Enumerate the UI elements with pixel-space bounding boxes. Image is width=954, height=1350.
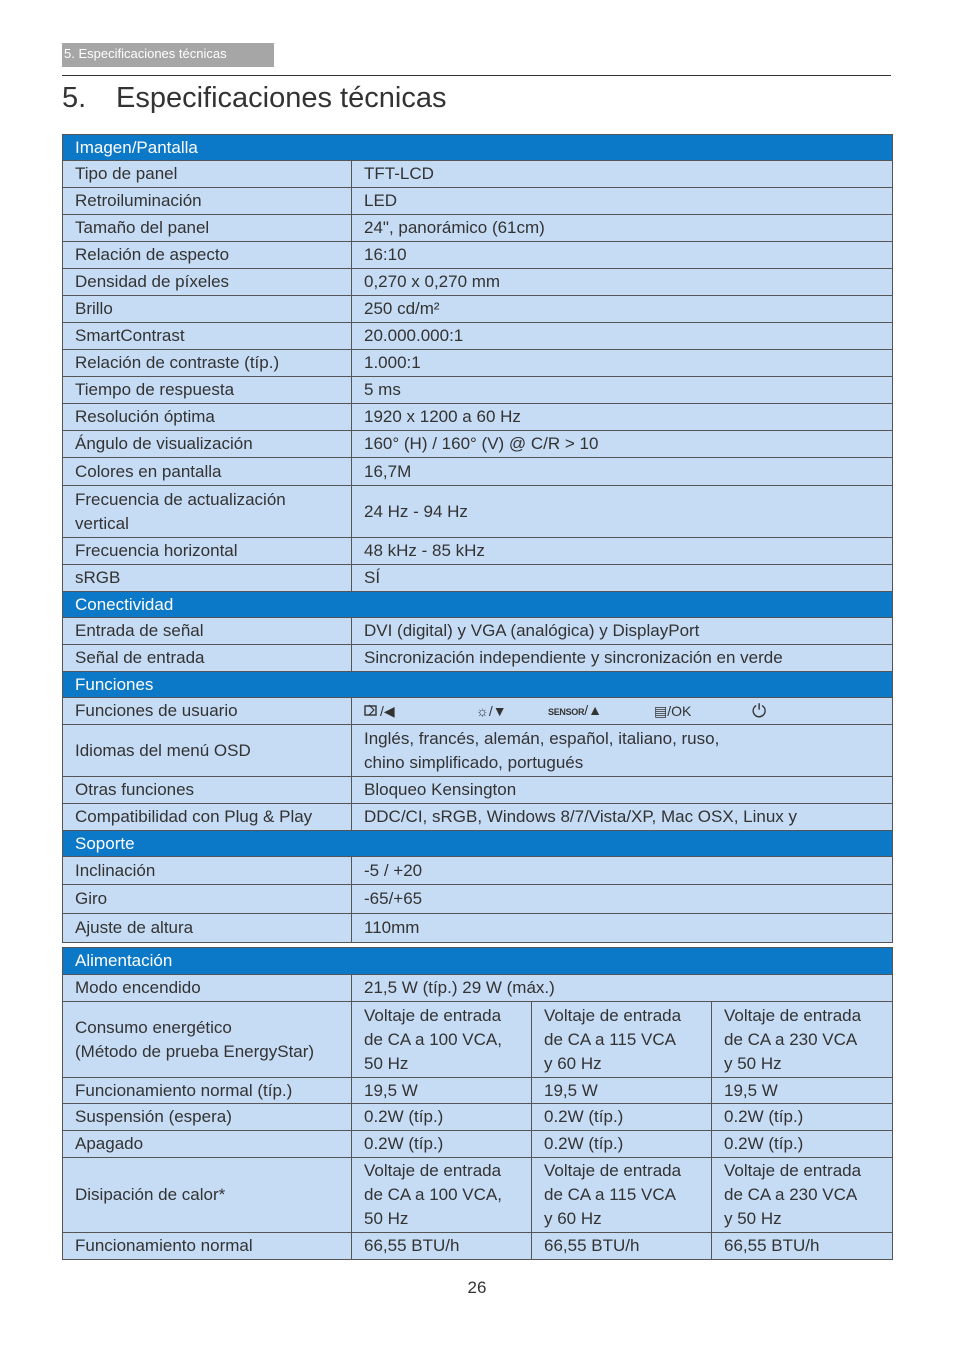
- voltage-line: 50 Hz: [364, 1209, 409, 1228]
- power-icon: ⏻: [752, 701, 767, 721]
- voltage-line: Voltaje de entrada: [544, 1161, 682, 1180]
- spec-value: 1920 x 1200 a 60 Hz: [352, 404, 893, 431]
- brightness-down-icon: ☼/▼: [476, 703, 507, 719]
- voltage-line: y 60 Hz: [544, 1053, 602, 1073]
- spec-label: Resolución óptima: [63, 404, 352, 431]
- voltage-cell: [352, 1002, 532, 1078]
- title-text: Especificaciones técnicas: [116, 82, 447, 114]
- spec-value: 0.2W (típ.): [712, 1131, 893, 1158]
- voltage-line: de CA a 115 VCA: [544, 1029, 676, 1049]
- spec-value: Sincronización independiente y sincronización en verde: [352, 645, 893, 672]
- sensor-up-glyph: /▲: [584, 702, 602, 718]
- spec-value: 48 kHz - 85 kHz: [352, 538, 893, 565]
- spec-value: 160° (H) / 160° (V) @ C/R > 10: [352, 431, 893, 458]
- spec-value: 250 cd/m²: [352, 296, 893, 323]
- spec-label: Suspensión (espera): [63, 1104, 352, 1131]
- spec-label: Tipo de panel: [63, 161, 352, 188]
- spec-label: Otras funciones: [63, 777, 352, 804]
- spec-label: Tiempo de respuesta: [63, 377, 352, 404]
- spec-value: 66,55 BTU/h: [712, 1233, 893, 1260]
- spec-value: LED: [352, 188, 893, 215]
- spec-label: Disipación de calor*: [63, 1158, 352, 1233]
- voltage-line: Voltaje de entrada: [364, 1161, 502, 1180]
- spec-value: [352, 725, 893, 777]
- spec-value: 1.000:1: [352, 350, 893, 377]
- spec-value: 19,5 W: [352, 1078, 532, 1104]
- spec-value: 0.2W (típ.): [532, 1131, 712, 1158]
- spec-value: 0.2W (típ.): [532, 1104, 712, 1131]
- spec-label: sRGB: [63, 565, 352, 592]
- voltage-line: de CA a 230 VCA: [724, 1185, 858, 1204]
- spec-value: 5 ms: [352, 377, 893, 404]
- power-table: [62, 947, 893, 1260]
- voltage-cell: [532, 1158, 712, 1233]
- spec-value: 66,55 BTU/h: [532, 1233, 712, 1260]
- user-function-icons: [364, 698, 880, 724]
- spec-label: Apagado: [63, 1131, 352, 1158]
- voltage-line: y 50 Hz: [724, 1209, 782, 1228]
- voltage-line: de CA a 100 VCA,: [364, 1185, 502, 1204]
- spec-label: Retroiluminación: [63, 188, 352, 215]
- spec-label: Frecuencia horizontal: [63, 538, 352, 565]
- spec-label: Giro: [63, 885, 352, 914]
- menu-ok-icon: ▤/OK: [654, 703, 692, 719]
- consumo-label-2: (Método de prueba EnergyStar): [75, 1041, 315, 1061]
- spec-label: Ajuste de altura: [63, 914, 352, 943]
- section-header-funciones: Funciones: [63, 672, 893, 698]
- voltage-line: y 50 Hz: [724, 1053, 782, 1073]
- spec-label: Relación de aspecto: [63, 242, 352, 269]
- spec-value: 0.2W (típ.): [352, 1104, 532, 1131]
- section-header-soporte: Soporte: [63, 831, 893, 857]
- languages-line-2: chino simplificado, portugués: [364, 752, 584, 772]
- spec-label: Colores en pantalla: [63, 458, 352, 486]
- spec-label: Relación de contraste (típ.): [63, 350, 352, 377]
- voltage-line: y 60 Hz: [544, 1209, 602, 1228]
- spec-label: [63, 1002, 352, 1078]
- spec-value: 24 Hz - 94 Hz: [352, 486, 893, 538]
- spec-value: 110mm: [352, 914, 893, 943]
- specs-table: [62, 134, 893, 943]
- voltage-line: de CA a 100 VCA,: [364, 1029, 502, 1049]
- spec-value: DVI (digital) y VGA (analógica) y DisplayPort: [352, 618, 893, 645]
- spec-value: 0.2W (típ.): [712, 1104, 893, 1131]
- spec-value: -5 / +20: [352, 857, 893, 885]
- spec-label: Compatibilidad con Plug & Play: [63, 804, 352, 831]
- spec-value: Bloqueo Kensington: [352, 777, 893, 804]
- spec-label: Funcionamiento normal: [63, 1233, 352, 1260]
- voltage-line: 50 Hz: [364, 1053, 409, 1073]
- consumo-label-1: Consumo energético: [75, 1017, 232, 1037]
- spec-label: Funciones de usuario: [63, 698, 352, 725]
- voltage-cell: [352, 1158, 532, 1233]
- page-title: [62, 78, 446, 118]
- page-number: 26: [467, 1278, 487, 1297]
- title-number: 5.: [62, 82, 87, 114]
- spec-value: 16,7M: [352, 458, 893, 486]
- sensor-up-icon: [548, 698, 654, 724]
- spec-value: 20.000.000:1: [352, 323, 893, 350]
- spec-value: SÍ: [352, 565, 893, 592]
- spec-label: SmartContrast: [63, 323, 352, 350]
- spec-value: 66,55 BTU/h: [352, 1233, 532, 1260]
- spec-value: -65/+65: [352, 885, 893, 914]
- spec-value: 19,5 W: [532, 1078, 712, 1104]
- spec-label: Tamaño del panel: [63, 215, 352, 242]
- voltage-cell: [532, 1002, 712, 1078]
- spec-label: Densidad de píxeles: [63, 269, 352, 296]
- spec-value: 19,5 W: [712, 1078, 893, 1104]
- spec-label: Frecuencia de actualización vertical: [63, 486, 352, 538]
- languages-line-1: Inglés, francés, alemán, español, italiano, ruso,: [364, 728, 720, 748]
- spec-label: Funcionamiento normal (típ.): [63, 1078, 352, 1104]
- spec-label: Entrada de señal: [63, 618, 352, 645]
- section-header-imagen: Imagen/Pantalla: [63, 135, 893, 161]
- spec-value: 16:10: [352, 242, 893, 269]
- voltage-line: de CA a 115 VCA: [544, 1185, 676, 1204]
- menu-back-glyph: /◀: [380, 703, 395, 719]
- spec-value: 24", panorámico (61cm): [352, 215, 893, 242]
- spec-label: Señal de entrada: [63, 645, 352, 672]
- spec-label: Ángulo de visualización: [63, 431, 352, 458]
- spec-value: 0,270 x 0,270 mm: [352, 269, 893, 296]
- spec-value: TFT-LCD: [352, 161, 893, 188]
- spec-label: Inclinación: [63, 857, 352, 885]
- section-header-alimentacion: Alimentación: [63, 948, 893, 975]
- voltage-line: Voltaje de entrada: [544, 1005, 682, 1025]
- spec-value: [352, 698, 893, 725]
- section-tab: 5. Especificaciones técnicas: [62, 43, 274, 67]
- sensor-label: SENSOR: [548, 707, 585, 717]
- voltage-line: Voltaje de entrada: [724, 1005, 862, 1025]
- spec-label: Idiomas del menú OSD: [63, 725, 352, 777]
- voltage-line: Voltaje de entrada: [364, 1005, 502, 1025]
- spec-label: Modo encendido: [63, 975, 352, 1002]
- menu-back-icon: [364, 699, 476, 723]
- voltage-cell: [712, 1002, 893, 1078]
- spec-value: DDC/CI, sRGB, Windows 8/7/Vista/XP, Mac OSX, Linux y: [352, 804, 893, 831]
- voltage-line: de CA a 230 VCA: [724, 1029, 858, 1049]
- spec-label: Brillo: [63, 296, 352, 323]
- spec-value: 21,5 W (típ.) 29 W (máx.): [352, 975, 893, 1002]
- voltage-line: Voltaje de entrada: [724, 1161, 862, 1180]
- header-rule: [62, 75, 891, 76]
- voltage-cell: [712, 1158, 893, 1233]
- spec-value: 0.2W (típ.): [352, 1131, 532, 1158]
- section-header-conectividad: Conectividad: [63, 592, 893, 618]
